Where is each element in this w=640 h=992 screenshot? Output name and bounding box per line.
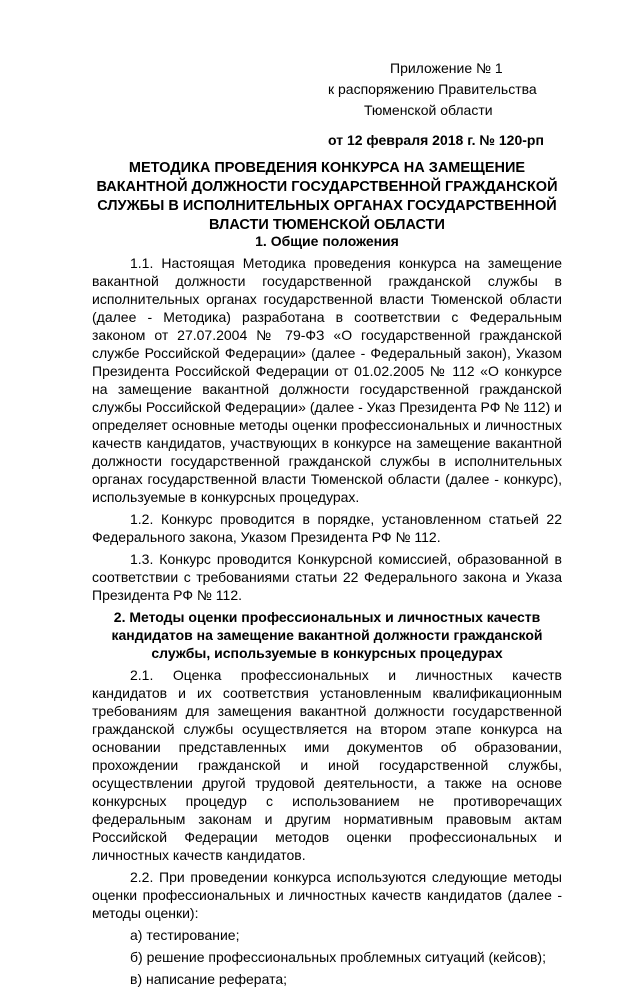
section-1-heading: 1. Общие положения bbox=[255, 233, 399, 249]
list-item: а) тестирование; bbox=[130, 927, 240, 943]
paragraph-1-2: 1.2. Конкурс проводится в порядке, установленном статьей 22 Федерального закона, Указом Президента РФ № 112. bbox=[92, 511, 562, 545]
paragraph-2-1: 2.1. Оценка профессиональных и личностных качеств кандидатов и их соответствия установленным квалификационным требованиям для замещения вакантной должности государственной гражданской службы осуществляется на втором этапе конкурса на основании представленных ими документов об образовании, прохождении гражданской и иной государственной службы, осуществлении другой трудовой деятельности, а также на основе конкурсных процедур с использованием не противоречащих федеральным законам и другим нормативным правовым актам Российской Федерации методов оценки профессиональных и личностных качеств кандидатов. bbox=[92, 667, 562, 863]
appendix-region: Тюменской области bbox=[364, 102, 493, 118]
paragraph-1-1: 1.1. Настоящая Методика проведения конкурса на замещение вакантной должности государственной гражданской службы в исполнительных органах государственной власти Тюменской области (далее - Методика) разработана в соответствии с Федеральным законом от 27.07.2004 № 79-ФЗ «О государственной гражданской службе Российской Федерации» (далее - Федеральный закон), Указом Президента Российской Федерации от 01.02.2005 № 112 «О конкурсе на замещение вакантной должности государственной гражданской службы Российской Федерации» (далее - Указ Президента РФ № 112) и определяет основные методы оценки профессиональных и личностных качеств кандидатов, участвующих в конкурсе на замещение вакантной должности государственной гражданской службы в исполнительных органах государственной власти Тюменской области (далее - конкурс), используемые в конкурсных процедурах. bbox=[92, 255, 562, 505]
paragraph-1-3: 1.3. Конкурс проводится Конкурсной комиссией, образованной в соответствии с требованиями статьи 22 Федерального закона и Указа Президента РФ № 112. bbox=[92, 551, 562, 603]
document-title: МЕТОДИКА ПРОВЕДЕНИЯ КОНКУРСА НА ЗАМЕЩЕНИЕ ВАКАНТНОЙ ДОЛЖНОСТИ ГОСУДАРСТВЕННОЙ ГРАЖДАНСКОЙ СЛУЖБЫ В ИСПОЛНИТЕЛЬНЫХ ОРГАНАХ ГОСУДАРСТВЕННОЙ ВЛАСТИ ТЮМЕНСКОЙ ОБЛАСТИ bbox=[96, 160, 558, 233]
appendix-number: Приложение № 1 bbox=[390, 60, 503, 76]
section-2-heading: 2. Методы оценки профессиональных и личностных качеств кандидатов на замещение вакантной должности гражданской службы, используемые в конкурсных процедурах bbox=[111, 609, 543, 661]
document-body bbox=[92, 232, 562, 992]
list-item: в) написание реферата; bbox=[130, 971, 287, 987]
paragraph-2-2: 2.2. При проведении конкурса используются следующие методы оценки профессиональных и личностных качеств кандидатов (далее - методы оценки): bbox=[92, 869, 562, 921]
list-item: б) решение профессиональных проблемных ситуаций (кейсов); bbox=[130, 949, 546, 965]
appendix-block bbox=[328, 58, 588, 151]
appendix-date: от 12 февраля 2018 г. № 120-рп bbox=[328, 132, 544, 148]
appendix-order: к распоряжению Правительства bbox=[328, 81, 537, 97]
